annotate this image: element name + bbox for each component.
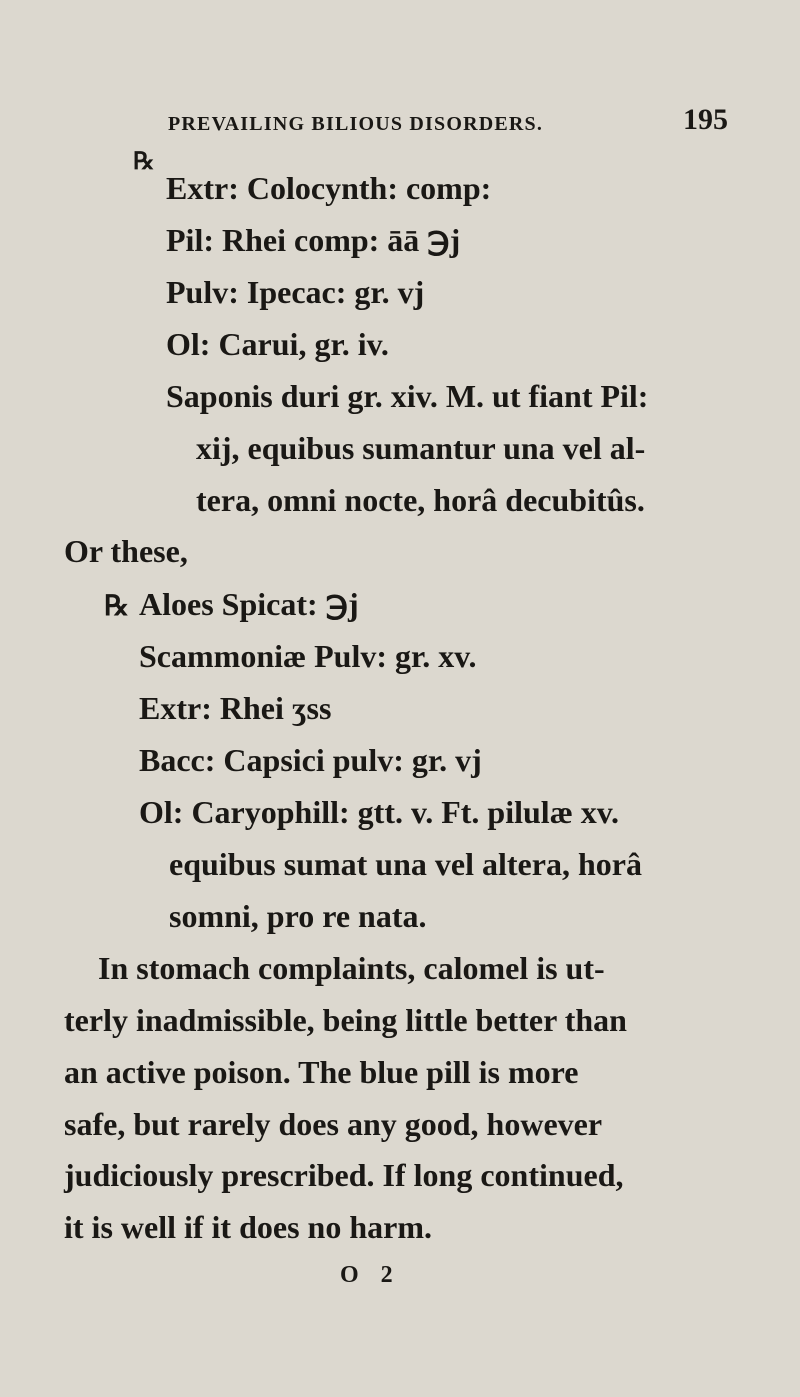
recipe-line: Saponis duri gr. xiv. M. ut fiant Pil: — [166, 378, 649, 414]
recipe-line: Pil: Rhei comp: āā ℈j — [166, 222, 461, 258]
recipe-line: equibus sumat una vel altera, horâ — [169, 846, 642, 882]
paragraph-line: judiciously prescribed. If long continued, — [64, 1157, 624, 1193]
paragraph-line: safe, but rarely does any good, however — [64, 1106, 603, 1142]
recipe-line: somni, pro re nata. — [169, 898, 427, 934]
page-number: 195 — [683, 103, 728, 136]
recipe-line: Aloes Spicat: ℈j — [139, 586, 359, 622]
recipe-line: tera, omni nocte, horâ decubitûs. — [196, 482, 645, 518]
recipe-line: Bacc: Capsici pulv: gr. vj — [139, 742, 482, 778]
running-title: PREVAILING BILIOUS DISORDERS. — [168, 113, 544, 135]
paragraph-line: terly inadmissible, being little better than — [64, 1002, 627, 1038]
recipe-line: Ol: Carui, gr. iv. — [166, 326, 389, 362]
rx-symbol: ℞ — [133, 149, 155, 175]
recipe-line: Extr: Rhei ʒss — [139, 690, 332, 726]
transition-text: Or these, — [64, 533, 188, 569]
recipe-line: Extr: Colocynth: comp: — [166, 170, 492, 206]
recipe-line: xij, equibus sumantur una vel al- — [196, 430, 646, 466]
paragraph-line: an active poison. The blue pill is more — [64, 1054, 579, 1090]
signature-mark: O 2 — [340, 1262, 401, 1288]
recipe-line: Pulv: Ipecac: gr. vj — [166, 274, 425, 310]
recipe-line: Scammoniæ Pulv: gr. xv. — [139, 638, 477, 674]
rx-symbol: ℞ — [104, 591, 130, 622]
running-head — [168, 103, 728, 143]
paragraph-line: it is well if it does no harm. — [64, 1209, 432, 1245]
recipe-line: Ol: Caryophill: gtt. v. Ft. pilulæ xv. — [139, 794, 620, 830]
paragraph-line: In stomach complaints, calomel is ut- — [98, 950, 605, 986]
